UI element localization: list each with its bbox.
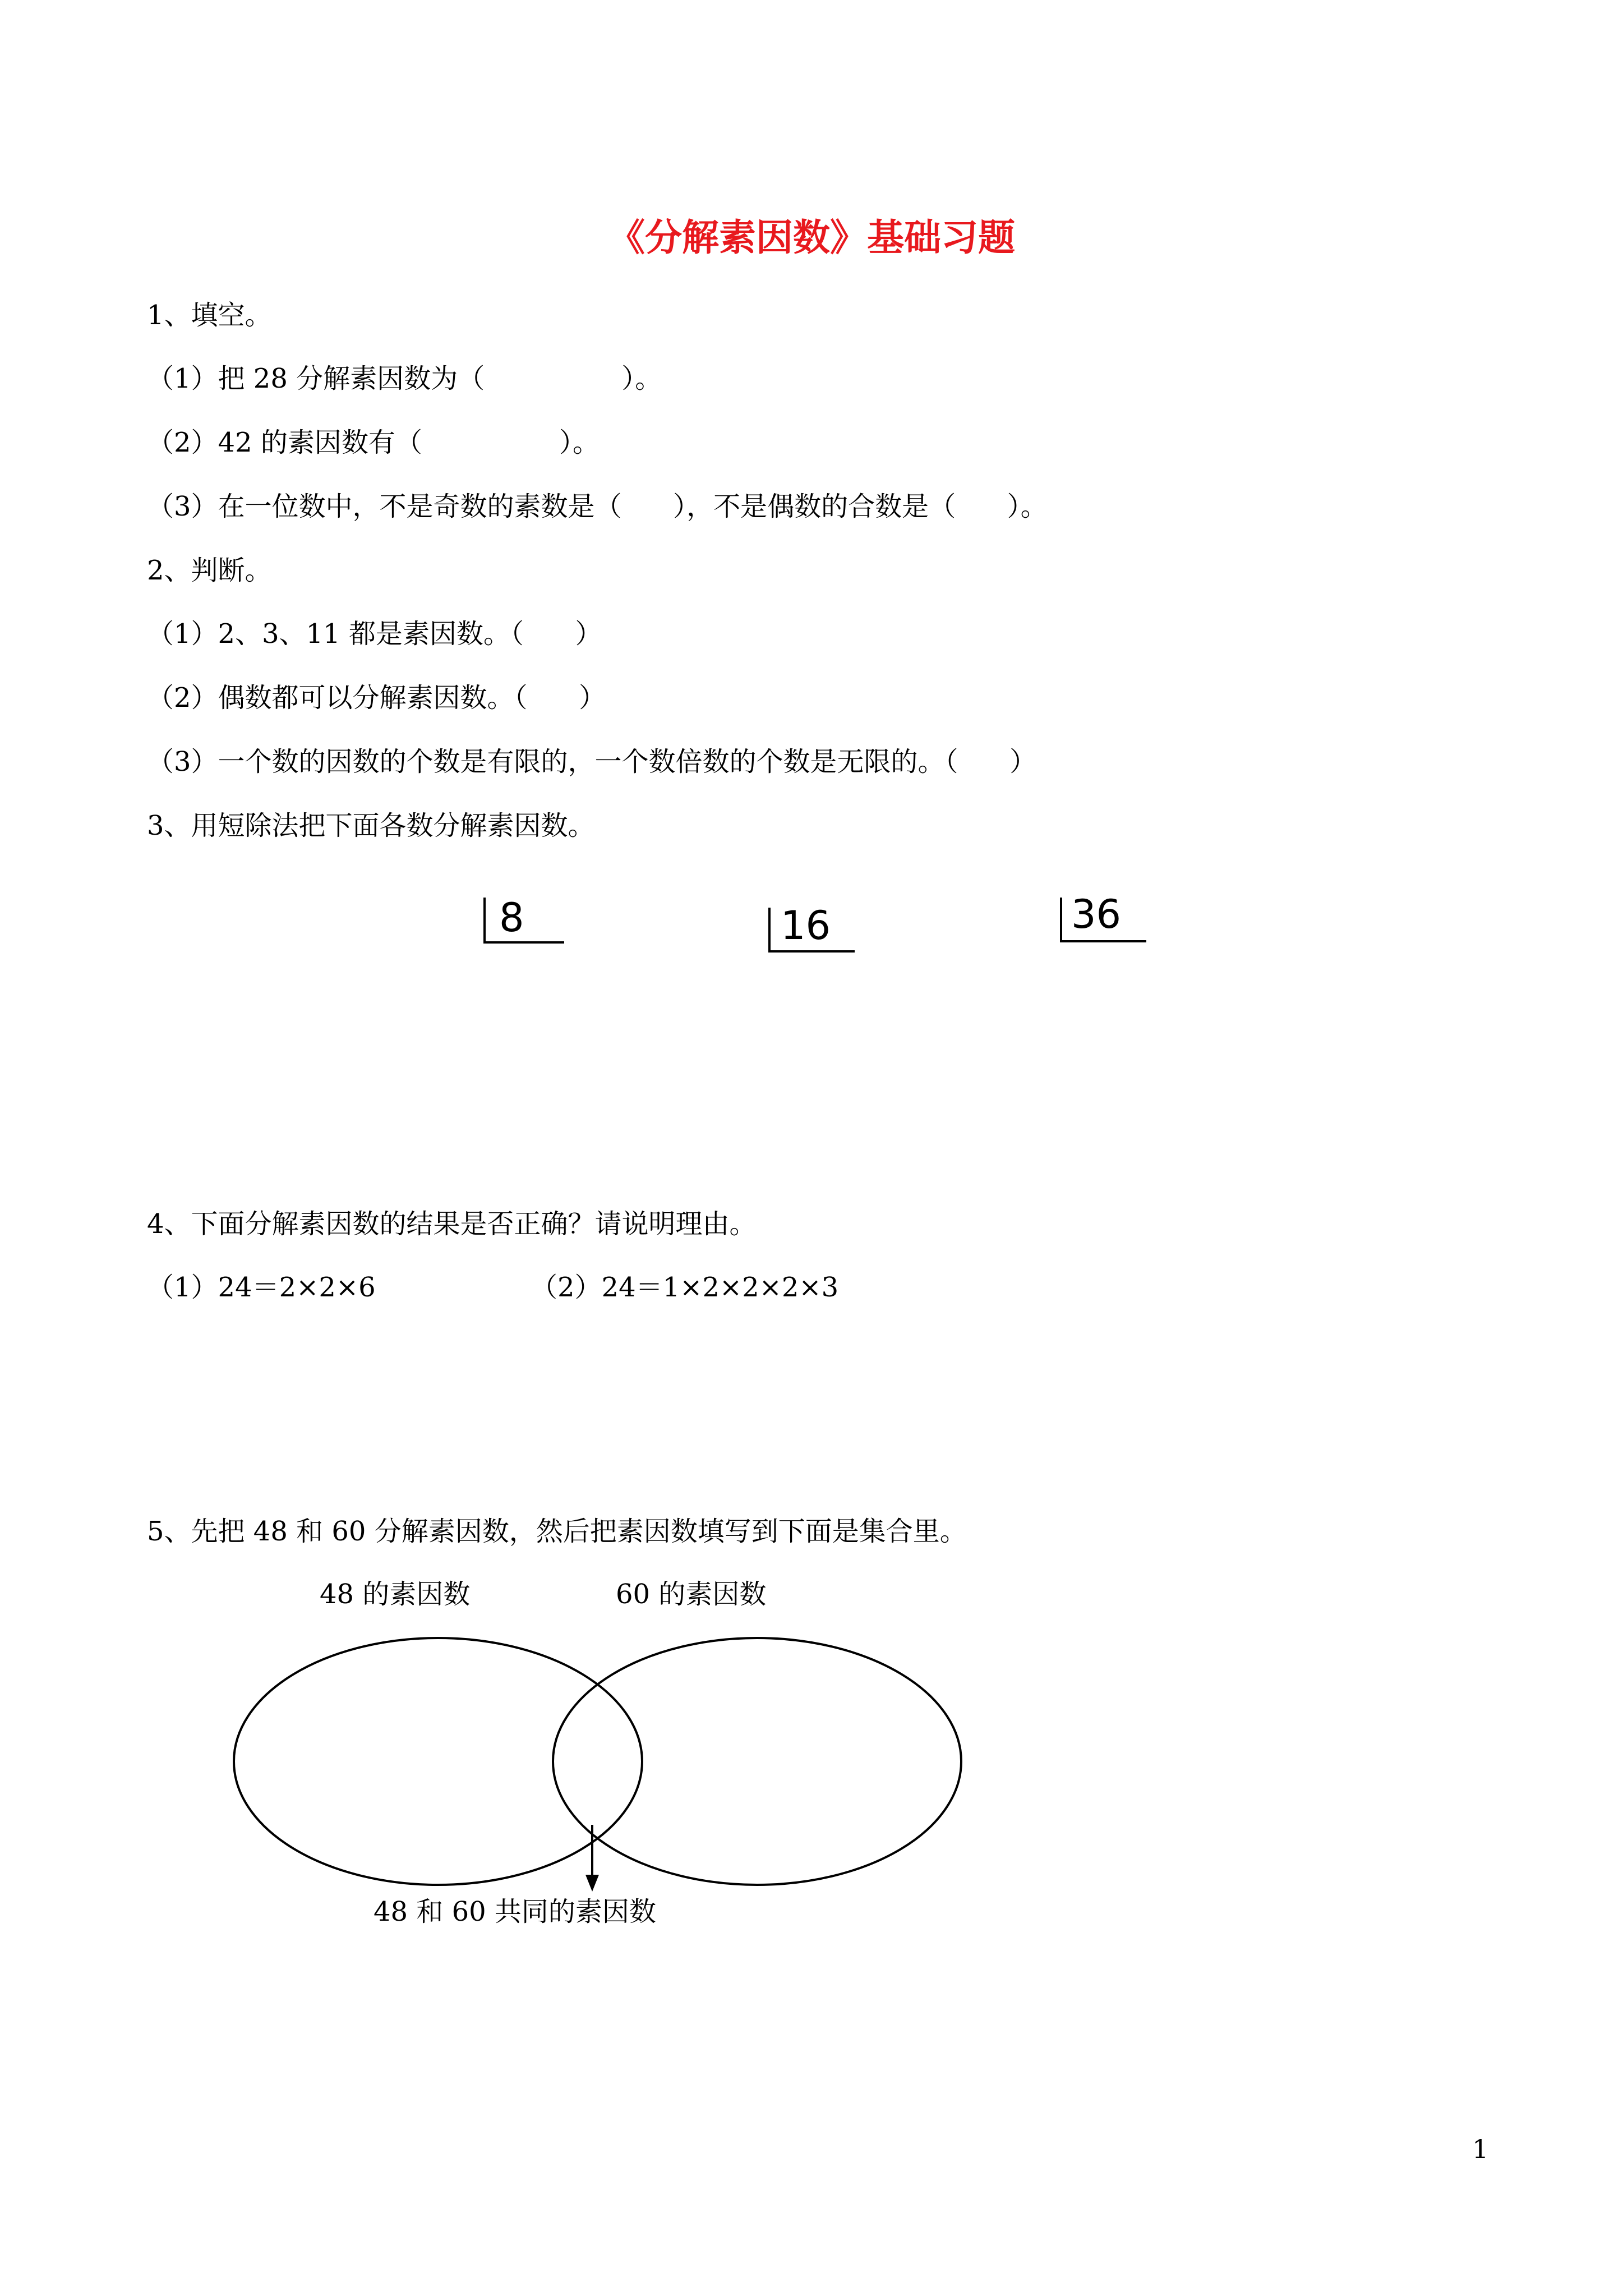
- short-division-number-2: 16: [781, 903, 831, 949]
- q5-heading: 5、先把 48 和 60 分解素因数，然后把素因数填写到下面是集合里。: [147, 1516, 967, 1547]
- q1-item-3: （3）在一位数中，不是奇数的素数是（ ），不是偶数的合数是（ ）。: [147, 491, 1048, 522]
- q2-item-1: （1）2、3、11 都是素因数。（ ）: [147, 618, 602, 650]
- venn-common-label: 48 和 60 共同的素因数: [374, 1896, 656, 1927]
- q4-item-1: （1）24＝2×2×6: [147, 1272, 376, 1303]
- page-number: 1: [1472, 2134, 1489, 2164]
- short-division-number-1: 8: [499, 895, 524, 941]
- q3-heading: 3、用短除法把下面各数分解素因数。: [147, 810, 595, 841]
- venn-right-label: 60 的素因数: [616, 1579, 767, 1610]
- q1-item-1: （1）把 28 分解素因数为（ ）。: [147, 363, 662, 394]
- venn-arrow-head: [585, 1875, 599, 1892]
- q1-heading: 1、填空。: [147, 300, 272, 331]
- venn-left-circle: [234, 1638, 642, 1885]
- q1-item-2: （2）42 的素因数有（ ）。: [147, 427, 600, 458]
- venn-right-circle: [553, 1638, 961, 1885]
- q2-item-2: （2）偶数都可以分解素因数。（ ）: [147, 682, 606, 714]
- venn-left-label: 48 的素因数: [320, 1579, 471, 1610]
- q2-item-3: （3）一个数的因数的个数是有限的，一个数倍数的个数是无限的。（ ）: [147, 746, 1037, 777]
- q2-heading: 2、判断。: [147, 555, 272, 586]
- short-division-number-3: 36: [1071, 891, 1122, 937]
- q4-heading: 4、下面分解素因数的结果是否正确？请说明理由。: [147, 1208, 757, 1240]
- q4-item-2: （2）24＝1×2×2×2×3: [531, 1272, 839, 1303]
- page-title: 《分解素因数》基础习题: [608, 215, 1015, 259]
